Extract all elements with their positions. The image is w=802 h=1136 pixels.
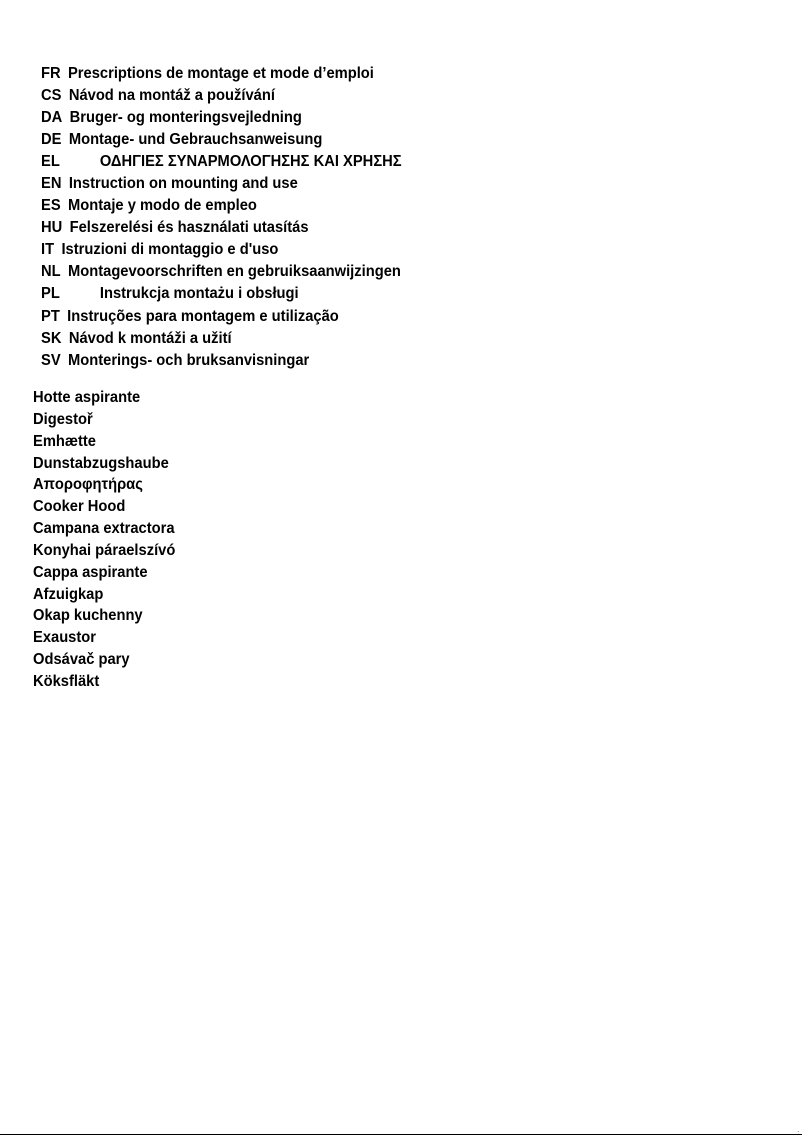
language-title: Instruções para montagem e utilização [67, 307, 339, 325]
language-code: NL [41, 263, 61, 281]
language-row-el [41, 151, 402, 173]
language-code: SV [41, 351, 61, 369]
language-title: Felszerelési és használati utasítás [69, 219, 309, 237]
page-corner-mark: . [797, 1128, 799, 1134]
language-title: Montagevoorschriften en gebruiksaanwijzingen [67, 263, 401, 281]
language-title: Instrukcja montażu i obsługi [99, 285, 299, 303]
product-name-en: Cooker Hood [33, 498, 126, 516]
language-code: HU [41, 219, 63, 237]
language-title: Návod na montáž a používání [68, 87, 275, 105]
language-row-pl [41, 283, 402, 305]
language-code: EL [41, 153, 60, 171]
language-code: SK [41, 329, 62, 347]
language-code: FR [41, 65, 61, 82]
product-name-da: Emhætte [33, 432, 96, 450]
product-name-pl: Okap kuchenny [33, 607, 143, 625]
product-name-list [33, 387, 188, 693]
language-title-list [41, 63, 433, 372]
language-row-fr [41, 63, 402, 85]
language-row-hu [41, 217, 402, 239]
language-row-sv [41, 350, 402, 372]
language-row-nl [41, 261, 402, 283]
language-row-en [41, 173, 402, 195]
language-code: DE [41, 131, 62, 149]
language-title: Návod k montáži a užití [68, 329, 232, 347]
product-name-pt: Exaustor [33, 629, 96, 647]
language-title: ΟΔΗΓΙΕΣ ΣΥΝΑΡΜΟΛΟΓΗΣΗΣ ΚΑΙ ΧΡΗΣΗΣ [99, 153, 402, 171]
product-name-it: Cappa aspirante [33, 563, 148, 581]
language-row-sk [41, 328, 402, 350]
language-row-it [41, 239, 402, 261]
product-name-sk: Odsávač pary [33, 651, 130, 669]
language-title: Monterings- och bruksanvisningar [67, 351, 310, 369]
language-title: Instruction on mounting and use [68, 175, 298, 193]
language-title: Montage- und Gebrauchsanweisung [68, 131, 323, 149]
product-name-de: Dunstabzugshaube [33, 454, 169, 472]
language-code: DA [41, 109, 63, 127]
page-bottom-rule [0, 1134, 802, 1135]
language-title: Prescriptions de montage et mode d’emploi [67, 65, 374, 82]
language-row-de [41, 129, 402, 151]
language-title: Montaje y modo de empleo [67, 197, 257, 215]
language-row-da [41, 107, 402, 129]
product-name-sv: Köksfläkt [33, 672, 100, 690]
language-code: ES [41, 197, 61, 215]
product-name-es: Campana extractora [33, 520, 175, 538]
language-code: CS [41, 87, 62, 105]
language-row-es [41, 195, 402, 217]
language-code: PT [41, 307, 60, 325]
language-row-cs [41, 85, 402, 107]
product-name-cs: Digestoř [33, 410, 93, 428]
product-name-nl: Afzuigkap [33, 585, 104, 603]
language-row-pt [41, 306, 402, 328]
language-code: EN [41, 175, 62, 193]
language-title: Istruzioni di montaggio e d'uso [61, 241, 279, 259]
product-name-hu: Konyhai páraelszívó [33, 541, 176, 559]
language-code: IT [41, 241, 55, 259]
product-name-fr: Hotte aspirante [33, 389, 141, 406]
product-name-el: Απoρoφητήρας [33, 476, 143, 494]
language-code: PL [41, 285, 60, 303]
language-title: Bruger- og monteringsvejledning [69, 109, 302, 127]
